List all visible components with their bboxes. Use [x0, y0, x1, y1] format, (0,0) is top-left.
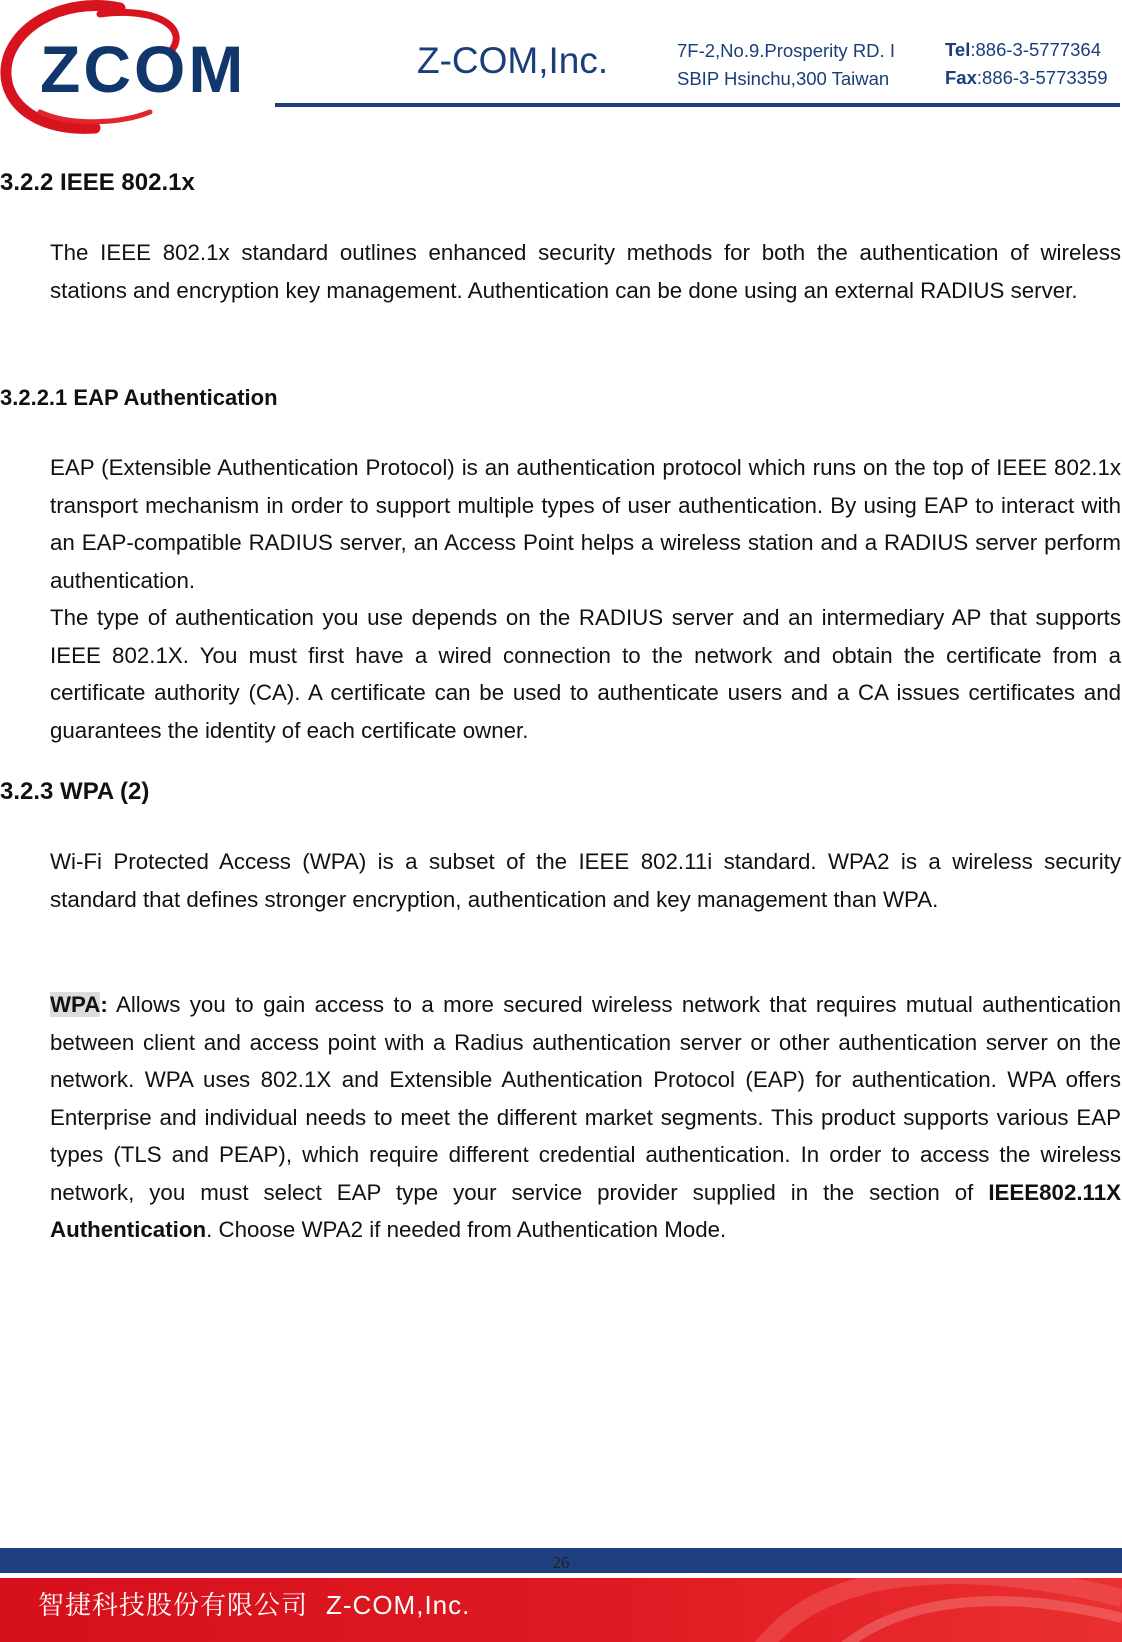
fax-label: Fax — [945, 67, 977, 88]
paragraph: EAP (Extensible Authentication Protocol) is an authentication protocol which runs on the top of IEEE 802.1x transport mechanism in order to support multiple types of user authentication. By using EAP to interact with an EAP-compatible RADIUS server, an Access Point helps a wireless station and a RADIUS server perform authentication. — [50, 455, 1121, 593]
wpa-text-1: Allows you to gain access to a more secured wireless network that requires mutual authentication between client and access point with a Radius authentication server or other authentication server on the network. WPA uses 802.1X and Extensible Authentication Protocol (EAP) for authentication. WPA offers Enterprise and individual needs to meet the different market segments. This product supports various EAP types (TLS and PEAP), which require different credential authentication. In order to access the wireless network, you must select EAP type your service provider supplied in the section of — [50, 992, 1121, 1205]
page-header — [0, 0, 1122, 135]
tel-label: Tel — [945, 39, 971, 60]
wpa-description — [50, 986, 1121, 1249]
paragraph: The type of authentication you use depends on the RADIUS server and an intermediary AP that supports IEEE 802.1X. You must first have a wired connection to the network and obtain the certificate from a certificate authority (CA). A certificate can be used to authenticate users and a CA issues certificates and guarantees the identity of each certificate owner. — [50, 605, 1121, 743]
tel-value: :886-3-5777364 — [970, 39, 1101, 60]
section-body-3-2-2-1 — [50, 449, 1121, 749]
address-line-2: SBIP Hsinchu,300 Taiwan — [677, 68, 890, 89]
company-contact — [945, 36, 1108, 92]
page-number: 26 — [552, 1553, 570, 1572]
ieee-auth-term: IEEE802.11X Authentication — [50, 1179, 1121, 1242]
address-line-1: 7F-2,No.9.Prosperity RD. I — [677, 40, 895, 61]
fax-line — [945, 64, 1108, 92]
section-body-3-2-3 — [50, 843, 1121, 918]
wpa-text-2: . Choose WPA2 if needed from Authentication Mode. — [206, 1217, 727, 1242]
footer-company-chinese: 智捷科技股份有限公司 — [38, 1591, 309, 1621]
footer-company-english: Z-COM,Inc. — [326, 1590, 471, 1620]
section-title-3-2-3: 3.2.3 WPA (2) — [0, 778, 150, 805]
paragraph: Wi-Fi Protected Access (WPA) is a subset of the IEEE 802.11i standard. WPA2 is a wireless security standard that defines stronger encryption, authentication and key management than WPA. — [50, 849, 1121, 912]
footer-red-band — [0, 1578, 1122, 1642]
company-address — [677, 37, 895, 93]
section-body-3-2-2 — [50, 234, 1121, 309]
paragraph — [50, 986, 1121, 1249]
section-title-3-2-2-1: 3.2.2.1 EAP Authentication — [0, 385, 278, 410]
wpa-term: WPA — [50, 992, 101, 1017]
footer-swirl-icon — [702, 1578, 1122, 1642]
wpa-colon: : — [100, 992, 108, 1017]
tel-line — [945, 36, 1108, 64]
header-divider — [275, 103, 1120, 107]
logo-wordmark: ZCOM — [40, 32, 247, 106]
paragraph: The IEEE 802.1x standard outlines enhanced security methods for both the authentication of wireless stations and encryption key management. Authentication can be done using an external RADIUS server. — [50, 240, 1121, 303]
fax-value: :886-3-5773359 — [976, 67, 1108, 88]
company-name: Z-COM,Inc. — [417, 40, 609, 81]
zcom-logo — [0, 0, 275, 135]
footer-company — [38, 1592, 470, 1619]
section-title-3-2-2: 3.2.2 IEEE 802.1x — [0, 169, 195, 196]
